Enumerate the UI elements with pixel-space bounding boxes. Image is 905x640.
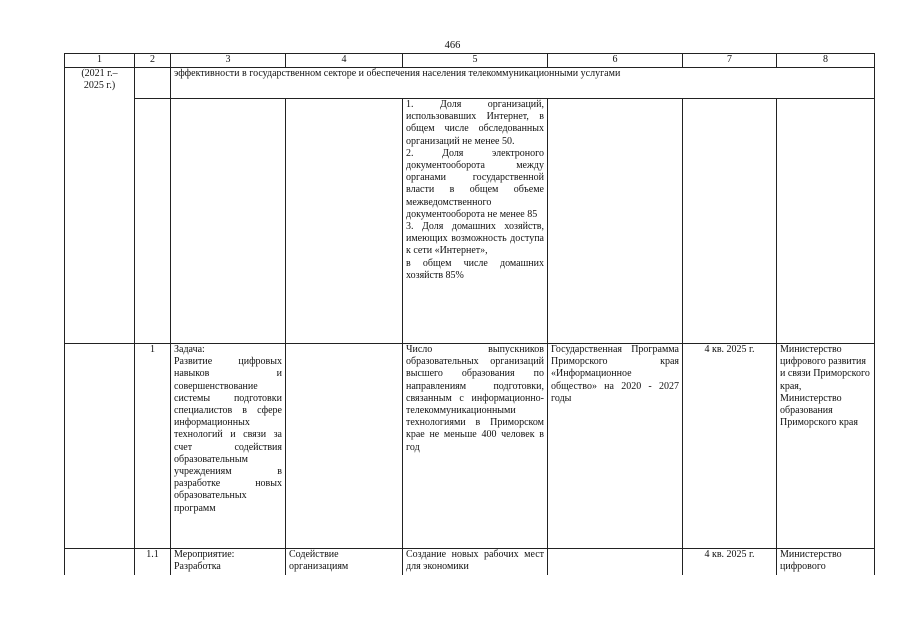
period-cell: (2021 г.– 2025 г.) [65,68,135,344]
empty-cell [135,99,171,344]
empty-cell [286,99,403,344]
period-number-cell [135,68,171,99]
event-description: Мероприятие: Разработка [171,549,286,575]
task-responsible: Министерство цифрового развития и связи Приморского края, Министерство образования Приморского края [777,344,875,549]
column-number-6: 6 [548,54,683,68]
task-col4-cell [286,344,403,549]
empty-cell [65,344,135,549]
program-table [64,53,875,575]
empty-cell [548,99,683,344]
header-row [65,54,875,68]
column-number-8: 8 [777,54,875,68]
event-result: Создание новых рабочих мест для экономики [403,549,548,575]
empty-cell [171,99,286,344]
task-description: Задача: Развитие цифровых навыков и совершенствование системы подготовки специалистов в сфере информационных технологий и связи за счет содействия образовательным учреждениям в разработке новых образовательных программ [171,344,286,549]
empty-cell [65,549,135,575]
empty-cell [777,99,875,344]
indicators-cell: 1. Доля организаций, использовавших Интернет, в общем числе обследованных организаций не менее 50. 2. Доля электроного документооборота между органами государственной власти в общем объеме межведомственного документооборота не менее 85 3. Доля домашних хозяйств, имеющих возможность доступа к сети «Интернет», в общем числе домашних хозяйств 85% [403,99,548,344]
column-number-1: 1 [65,54,135,68]
event-row [65,549,875,575]
task-program: Государственная Программа Приморского края «Информационное общество» на 2020 - 2027 годы [548,344,683,549]
page-number: 466 [444,40,461,51]
task-deadline: 4 кв. 2025 г. [683,344,777,549]
task-number: 1 [135,344,171,549]
column-number-7: 7 [683,54,777,68]
column-number-2: 2 [135,54,171,68]
empty-cell [683,99,777,344]
event-deadline: 4 кв. 2025 г. [683,549,777,575]
period-row [65,68,875,99]
indicators-row [65,99,875,344]
column-number-5: 5 [403,54,548,68]
task-indicator: Число выпускников образовательных организаций высшего образования по направлениям подготовки, связанным с информационно-телекоммуникационными технологиями в Приморском крае не меньше 400 человек в год [403,344,548,549]
goal-text-cell: эффективности в государственном секторе и обеспечения населения телекоммуникационными услугами [171,68,875,99]
event-col4: Содействие организациям [286,549,403,575]
event-responsible: Министерство цифрового [777,549,875,575]
event-program [548,549,683,575]
task-row [65,344,875,549]
event-number: 1.1 [135,549,171,575]
column-number-3: 3 [171,54,286,68]
column-number-4: 4 [286,54,403,68]
